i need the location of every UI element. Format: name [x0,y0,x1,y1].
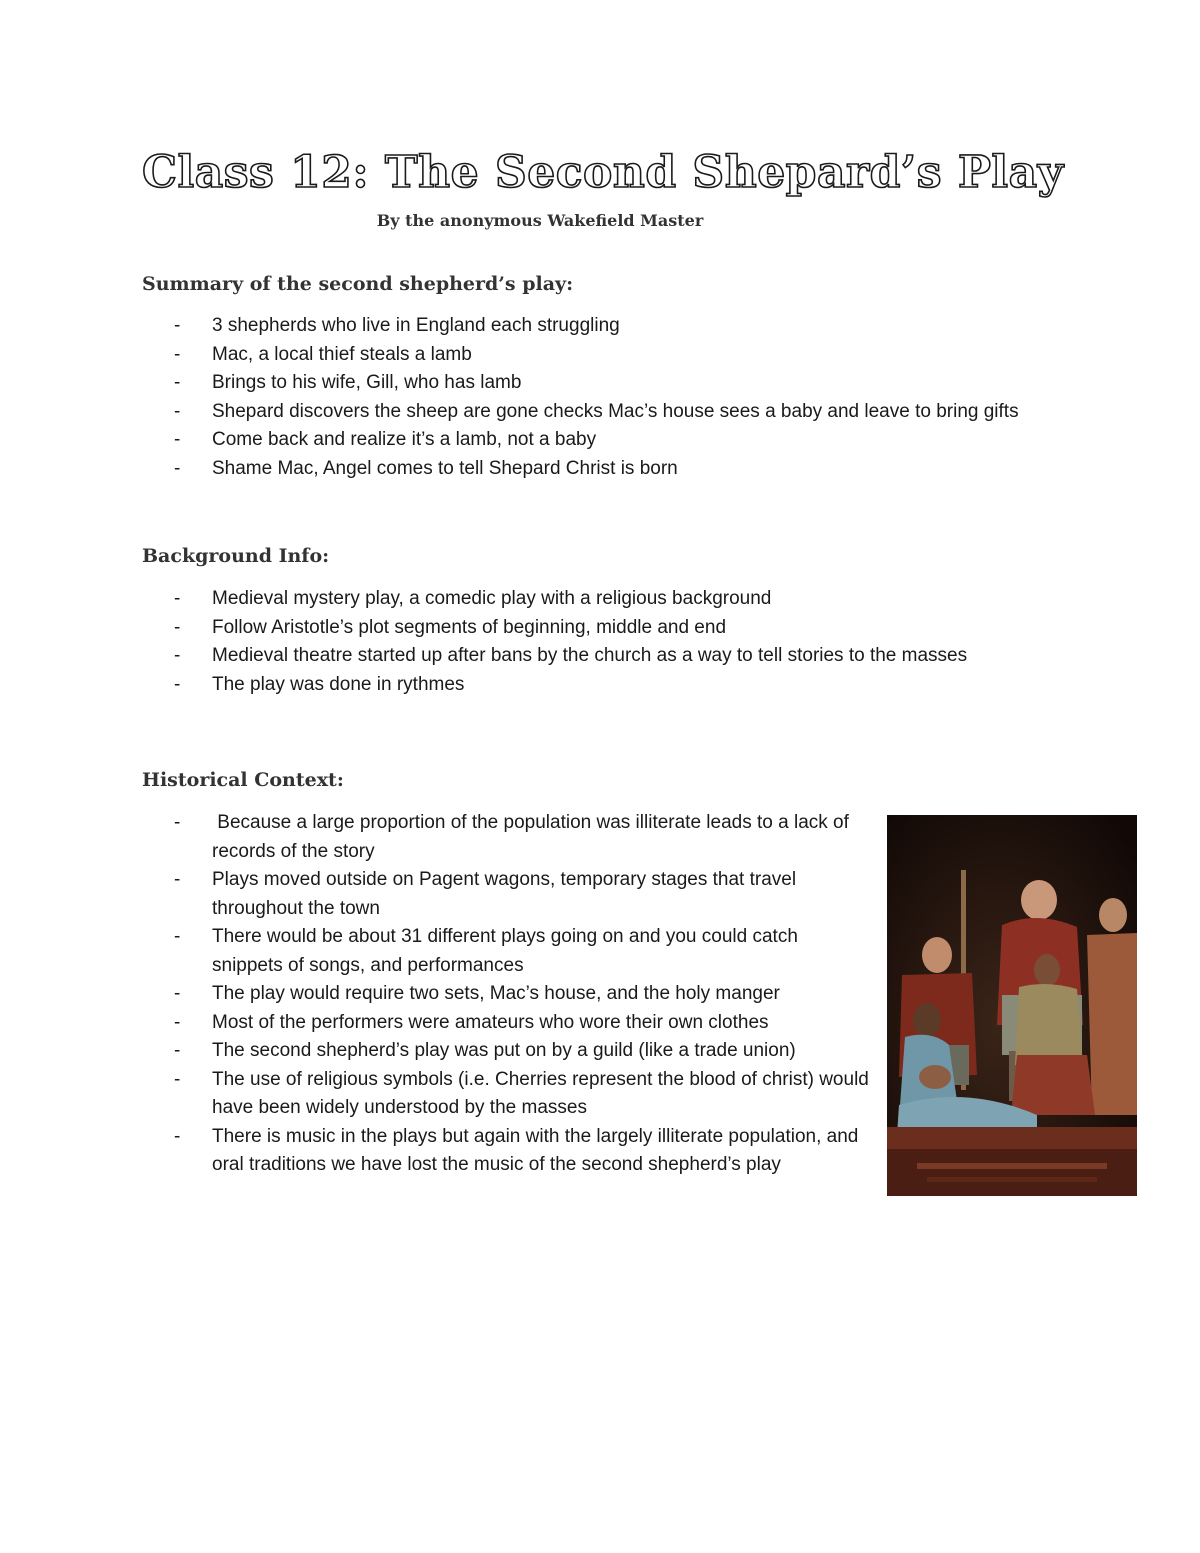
bullet-dash: - [174,616,181,638]
list-item-text: The play would require two sets, Mac’s house, and the holy manger [212,983,780,1004]
list-item-text: There is music in the plays but again with the largely illiterate population, and oral traditions we have lost the music of the second shepherd’s play [212,1125,859,1175]
bullet-dash: - [174,400,181,422]
historical-list [170,809,870,1180]
bullet-dash: - [174,315,181,336]
list-item [170,585,1050,614]
list-item [170,980,870,1009]
stage-performance-photo [887,815,1137,1196]
list-item [170,1066,870,1123]
list-item [170,369,1050,398]
list-item-text: Mac, a local thief steals a lamb [212,343,472,365]
list-item-text: The play was done in rythmes [212,673,465,695]
list-item-text: Follow Aristotle’s plot segments of beginning, middle and end [212,616,727,638]
list-item-text: Because a large proportion of the population was illiterate leads to a lack of records of the story [212,812,855,862]
list-item-text: Medieval mystery play, a comedic play with a religious background [212,588,772,609]
list-item [170,341,1050,370]
bullet-dash: - [174,1040,181,1061]
bullet-dash: - [174,1125,181,1147]
list-item-text: The use of religious symbols (i.e. Cherries represent the blood of christ) would have been widely understood by the masses [212,1068,869,1118]
list-item [170,1037,870,1066]
bullet-dash: - [174,1068,181,1090]
list-item [170,866,870,923]
bullet-dash: - [174,645,181,666]
list-item-text: 3 shepherds who live in England each struggling [212,315,620,336]
bullet-dash: - [174,869,181,890]
bullet-dash: - [174,372,181,393]
page-title: Class 12: The Second Shepard’s Play [142,147,1064,198]
bullet-dash: - [174,926,181,947]
list-item [170,312,1050,341]
list-item [170,1123,870,1180]
list-item [170,455,1050,484]
list-item [170,398,1050,427]
list-item-text: Brings to his wife, Gill, who has lamb [212,372,522,393]
list-item [170,923,870,980]
list-item [170,426,1050,455]
list-item-text: The second shepherd’s play was put on by a guild (like a trade union) [212,1040,796,1061]
list-item [170,809,870,866]
list-item-text: Plays moved outside on Pagent wagons, temporary stages that travel throughout the town [212,869,797,919]
list-item [170,1009,870,1038]
list-item-text: Shepard discovers the sheep are gone checks Mac’s house sees a baby and leave to bring gifts [212,400,1019,422]
bullet-dash: - [174,429,181,450]
summary-list [170,312,1050,483]
list-item [170,642,1050,671]
list-item-text: There would be about 31 different plays going on and you could catch snippets of songs, and performances [212,926,798,976]
bullet-dash: - [174,812,181,833]
section-heading-historical: Historical Context: [142,769,344,791]
list-item-text: Come back and realize it’s a lamb, not a baby [212,429,597,450]
bullet-dash: - [174,1011,181,1033]
bullet-dash: - [174,457,181,479]
section-heading-summary: Summary of the second shepherd’s play: [142,273,574,295]
list-item-text: Medieval theatre started up after bans by the church as a way to tell stories to the masses [212,645,968,666]
list-item-text: Shame Mac, Angel comes to tell Shepard Christ is born [212,457,678,479]
bullet-dash: - [174,673,181,695]
list-item [170,671,1050,700]
background-list [170,585,1050,699]
bullet-dash: - [174,343,181,365]
bullet-dash: - [174,983,181,1004]
section-heading-background: Background Info: [142,545,330,567]
list-item-text: Most of the performers were amateurs who wore their own clothes [212,1011,769,1033]
page-subtitle: By the anonymous Wakefield Master [376,211,704,230]
list-item [170,614,1050,643]
bullet-dash: - [174,588,181,609]
